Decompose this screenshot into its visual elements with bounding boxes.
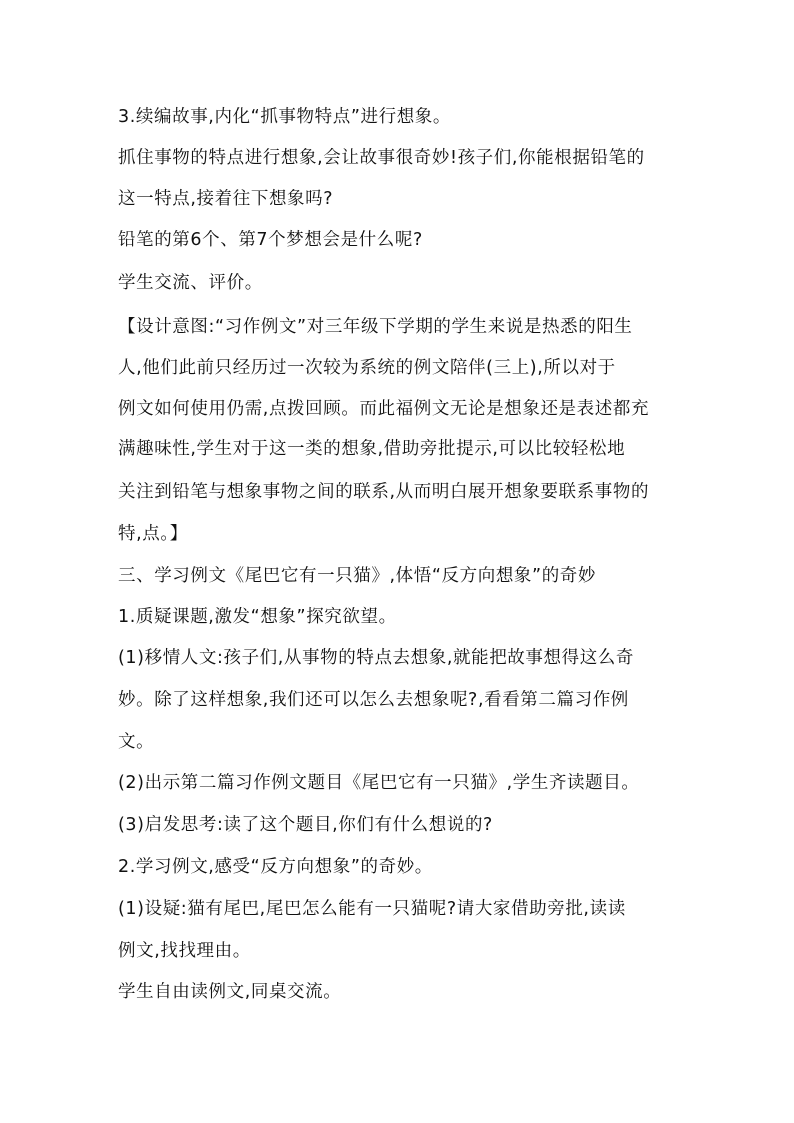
design-intent-line: 人,他们此前只经历过一次较为系统的例文陪伴(三上),所以对于 — [118, 358, 616, 378]
paragraph-line: (3)启发思考:读了这个题目,你们有什么想说的? — [118, 815, 493, 835]
section-heading: 三、学习例文《尾巴它有一只猫》,体悟“反方向想象”的奇妙 — [118, 566, 596, 586]
paragraph-line: 文。 — [118, 732, 155, 752]
paragraph-line: 铅笔的第6个、第7个梦想会是什么呢? — [118, 230, 423, 250]
paragraph-line: 例文,找找理由。 — [118, 941, 251, 961]
design-intent-line: 关注到铅笔与想象事物之间的联系,从而明白展开想象要联系事物的 — [118, 482, 650, 502]
paragraph-line: (1)设疑:猫有尾巴,尾巴怎么能有一只猫呢?请大家借助旁批,读读 — [118, 899, 626, 919]
paragraph-line: (2)出示第二篇习作例文题目《尾巴它有一只猫》,学生齐读题目。 — [118, 773, 640, 793]
paragraph-line: 学生交流、评价。 — [118, 273, 263, 293]
paragraph-line: 抓住事物的特点进行想象,会让故事很奇妙!孩子们,你能根据铅笔的 — [118, 148, 645, 168]
step-3-heading: 3.续编故事,内化“抓事物特点”进行想象。 — [118, 107, 451, 127]
step-1-heading: 1.质疑课题,激发“想象”探究欲望。 — [118, 607, 397, 627]
paragraph-line: (1)移情人文:孩子们,从事物的特点去想象,就能把故事想得这么奇 — [118, 648, 635, 668]
paragraph-line: 妙。除了这样想象,我们还可以怎么去想象呢?,看看第二篇习作例 — [118, 690, 629, 710]
design-intent-line: 特,点。】 — [118, 524, 188, 544]
step-2-heading: 2.学习例文,感受“反方向想象”的奇妙。 — [118, 857, 433, 877]
paragraph-line: 学生自由读例文,同桌交流。 — [118, 982, 342, 1002]
design-intent-line: 满趣味性,学生对于这一类的想象,借助旁批提示,可以比较轻松地 — [118, 439, 626, 459]
design-intent-line: 例文如何使用仍需,点拨回顾。而此福例文无论是想象还是表述都充 — [118, 399, 650, 419]
paragraph-line: 这一特点,接着往下想象吗? — [118, 189, 334, 209]
design-intent-line: 【设计意图:“习作例文”对三年级下学期的学生来说是热悉的阳生 — [118, 317, 633, 337]
